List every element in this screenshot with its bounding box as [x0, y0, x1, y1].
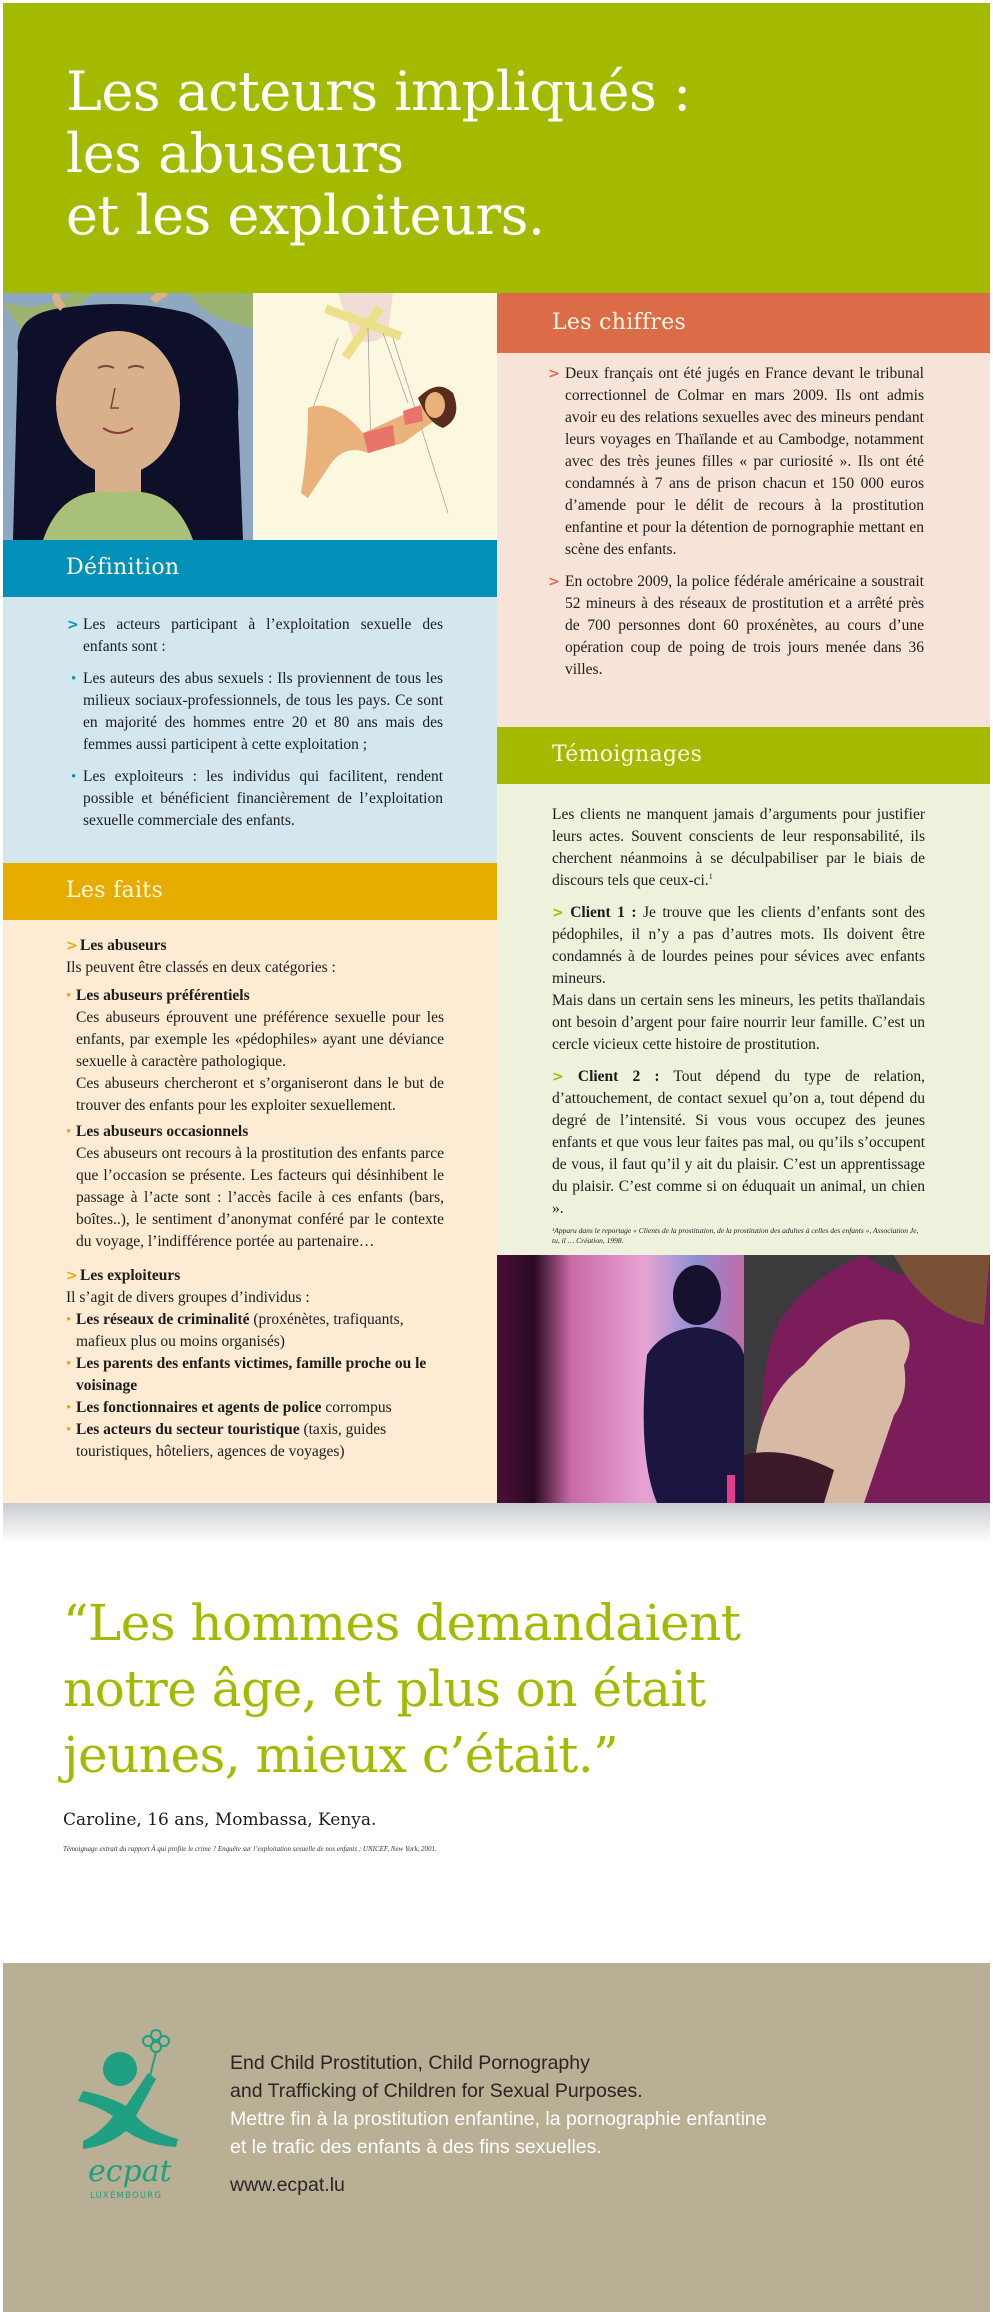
- pull-quote: [63, 1590, 943, 1788]
- marionette-drawing-icon: [253, 293, 497, 540]
- temoignages-header: [497, 727, 990, 784]
- quote-line-3: jeunes, mieux c’était.”: [63, 1726, 619, 1784]
- bullet-icon: •: [71, 769, 77, 785]
- title-line-3: et les exploiteurs.: [66, 184, 545, 247]
- photo-hand-on-shoulder: [744, 1255, 990, 1503]
- svg-text:LUXEMBOURG: LUXEMBOURG: [90, 2191, 163, 2201]
- definition-bullet: • Les auteurs des abus sexuels : Ils proviennent de tous les milieux sociaux-professionnels, de tous les pays. Ce sont en majorité des hommes entre 20 et 80 ans mais des femmes aussi participent à cette exploitation ;: [71, 670, 443, 753]
- exploiteurs-item: • Les fonctionnaires et agents de police corrompus: [66, 1397, 444, 1419]
- client-quote: > Client 2 : Tout dépend du type de relation, d’attouchement, de contact sexuel qu’on a, tout dépend du degré de l’intensité. Si vous vous occupez des jeunes enfants et que vous leur faites pas mal, ou qu’ils s’occupent de vous, il faut qu’il y ait du plaisir. C’est un apprentissage du plaisir. C’est comme si on éduquait un animal, un chien ».: [552, 1068, 925, 1217]
- ecpat-child-flower-icon: [78, 2021, 188, 2201]
- panel-shadow: [3, 1503, 990, 1543]
- left-column: [3, 293, 497, 1503]
- quote-line-1: “Les hommes demandaient: [63, 1594, 741, 1652]
- bullet-icon: •: [66, 1124, 72, 1140]
- exploiteurs-item: • Les parents des enfants victimes, famille proche ou le voisinage: [66, 1355, 427, 1394]
- mission-en-line-2: and Trafficking of Children for Sexual Purposes.: [230, 2080, 643, 2102]
- definition-body: [3, 597, 497, 863]
- poster-header: [3, 3, 990, 293]
- arrow-icon: >: [67, 617, 79, 633]
- footer: [3, 1963, 990, 2312]
- svg-text:ecpat: ecpat: [88, 2154, 172, 2189]
- abuseurs-intro: Ils peuvent être classés en deux catégories :: [66, 959, 336, 976]
- mission-fr-line-1: Mettre fin à la prostitution enfantine, la pornographie enfantine: [230, 2108, 767, 2130]
- temoignages-intro: Les clients ne manquent jamais d’arguments pour justifier leurs actes. Souvent conscients de leur responsabilité, ils cherchent néanmoins à se déculpabiliser par le biais de discours tels que ceux-ci.$^1$: [552, 806, 925, 889]
- quote-source: Témoignage extrait du rapport À qui profite le crime ? Enquête sur l’exploitation sexuelle de nos enfants ; UNICEF, New York, 2001.: [63, 1845, 437, 1853]
- chiffres-body: [497, 353, 990, 727]
- footer-mission: [230, 2049, 767, 2199]
- temoignages-body: [497, 784, 990, 1255]
- temoignages-footnote: ¹Apparu dans le reportage « Clients de la prostitution, de la prostitution des adultes à celles des enfants », Association Je, tu, il … Création, 1998.: [552, 1226, 919, 1245]
- definition-header: [3, 540, 497, 597]
- quote-line-2: notre âge, et plus on était: [63, 1660, 706, 1718]
- chiffres-item: > En octobre 2009, la police fédérale américaine a soustrait 52 mineurs à des réseaux de prostitution et a arrêté près de 700 personnes dont 60 proxénètes, au cours d’une opération coup de poing de trois jours menée dans 36 villes.: [548, 573, 924, 678]
- silhouette-photo-icon: [497, 1255, 744, 1503]
- illustration-marionette: [253, 293, 497, 540]
- arrow-icon: >: [548, 366, 560, 382]
- chiffres-header: [497, 293, 990, 353]
- abuseurs-heading: > Les abuseurs: [66, 935, 444, 957]
- exploiteurs-heading: > Les exploiteurs: [66, 1265, 444, 1287]
- chiffres-title: Les chiffres: [552, 310, 687, 335]
- chiffres-item: > Deux français ont été jugés en France devant le tribunal correctionnel de Colmar en mars 2009. Ils ont admis avoir eu des relations sexuelles avec des mineurs pendant leurs voyages en Thaïlande et au Cambodge, notamment avec des très jeunes filles « par curiosité ». Ils ont été condamnés à 7 ans de prison chacun et 150 000 euros d’amende pour le délit de recours à la prostitution enfantine et pour la détention de pornographie mettant en scène des enfants.: [548, 365, 924, 558]
- website-link[interactable]: www.ecpat.lu: [230, 2174, 345, 2196]
- exploiteurs-item: • Les réseaux de criminalité (proxénètes, trafiquants, mafieux plus ou moins organisés): [66, 1311, 404, 1350]
- mission-en-line-1: End Child Prostitution, Child Pornography: [230, 2052, 590, 2074]
- definition-bullet: • Les exploiteurs : les individus qui facilitent, rendent possible et bénéficient financièrement de l’exploitation sexuelle commerciale des enfants.: [71, 768, 443, 829]
- definition-intro: > Les acteurs participant à l’exploitation sexuelle des enfants sont :: [67, 616, 443, 655]
- arrow-icon: >: [66, 1268, 78, 1284]
- arrow-icon: >: [552, 1069, 564, 1085]
- client-quote: > Client 1 : Je trouve que les clients d’enfants sont des pédophiles, il n’y a pas d’autres mots. Ils doivent être condamnés à de lourdes peines pour sévices avec enfants mineurs. Mais dans un certain sens les mineurs, les petits thaïlandais ont besoin d’argent pour faire nourrir leur famille. C’est un cercle vicieux cette histoire de prostitution.: [552, 904, 925, 1053]
- hand-photo-icon: [744, 1255, 990, 1503]
- faits-title: Les faits: [66, 878, 164, 903]
- temoignages-title: Témoignages: [552, 742, 703, 767]
- bullet-icon: •: [66, 1356, 72, 1372]
- footnote-mark: 1: [708, 871, 713, 881]
- illustration-girl: [3, 293, 253, 540]
- photo-silhouette: [497, 1255, 744, 1503]
- ecpat-logo: [78, 2021, 188, 2201]
- girl-drawing-icon: [3, 293, 253, 540]
- bullet-icon: •: [66, 988, 72, 1004]
- exploiteurs-item: • Les acteurs du secteur touristique (taxis, guides touristiques, hôteliers, agences de voyages): [66, 1421, 387, 1460]
- definition-title: Définition: [66, 555, 180, 580]
- title-line-2: les abuseurs: [66, 122, 404, 185]
- bullet-icon: •: [66, 1422, 72, 1438]
- right-column: [497, 293, 990, 1503]
- arrow-icon: >: [548, 574, 560, 590]
- bullet-icon: •: [66, 1400, 72, 1416]
- title-line-1: Les acteurs impliqués :: [66, 60, 691, 123]
- abuseurs-item: • Les abuseurs préférentiels Ces abuseurs éprouvent une préférence sexuelle pour les enfants, par exemple les «pédophiles» ayant une déviance sexuelle à caractère pathologique. Ces abuseurs chercheront et s’organiseront dans le but de trouver des enfants pour les exploiter sexuellement.: [66, 987, 444, 1114]
- mission-fr-line-2: et le trafic des enfants à des fins sexuelles.: [230, 2136, 602, 2158]
- poster-title: [66, 61, 691, 247]
- arrow-icon: >: [552, 905, 564, 921]
- bullet-icon: •: [71, 671, 77, 687]
- faits-header: [3, 863, 497, 920]
- exploiteurs-intro: Il s’agit de divers groupes d’individus :: [66, 1289, 310, 1306]
- faits-body: [3, 920, 497, 1503]
- bullet-icon: •: [66, 1312, 72, 1328]
- quote-author: Caroline, 16 ans, Mombassa, Kenya.: [63, 1810, 377, 1830]
- arrow-icon: >: [66, 938, 78, 954]
- abuseurs-item: • Les abuseurs occasionnels Ces abuseurs ont recours à la prostitution des enfants parce que l’occasion se présente. Les facteurs qui désinhibent le passage à l’acte sont : l’accès facile à ces enfants (bars, boîtes..), le sentiment d’anonymat conféré par le contexte du voyage, l’indifférence portée au partenaire…: [66, 1123, 444, 1250]
